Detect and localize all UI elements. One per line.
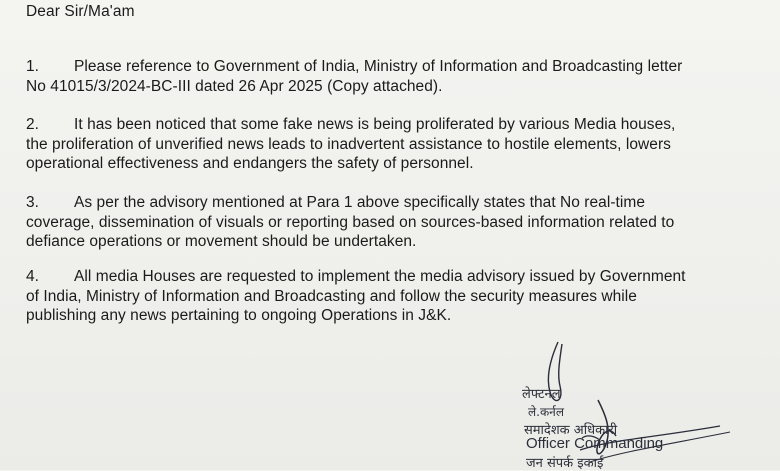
paragraph-3-line-3: defiance operations or movement should be undertaken. [26, 233, 417, 250]
paragraph-3-line-1: 3. As per the advisory mentioned at Para 1 above specifically states that No real-time [26, 194, 646, 211]
paragraph-1-number: 1. [26, 58, 40, 75]
signature-name: ले.कर्नल [528, 405, 564, 419]
signature-unit-hindi: जन संपर्क इकाई [526, 456, 604, 471]
salutation: Dear Sir/Ma'am [26, 3, 135, 20]
signature-designation-english: Officer Commanding [526, 435, 664, 452]
paragraph-4 [26, 267, 742, 326]
paragraph-4-line-3: publishing any news pertaining to ongoing Operations in J&K. [26, 307, 452, 324]
paragraph-2 [26, 115, 742, 174]
paragraph-1-line-1: 1. Please reference to Government of India, Ministry of Information and Broadcasting letter [26, 58, 683, 75]
paragraph-4-number: 4. [26, 268, 40, 285]
signature-designation-hindi: समादेशक अधिकारी [524, 423, 618, 438]
paragraph-4-line-1: 4. All media Houses are requested to implement the media advisory issued by Government [26, 268, 686, 285]
paragraph-3 [26, 193, 742, 252]
paragraph-2-line-3: operational effectiveness and endangers the safety of personnel. [26, 155, 474, 172]
signature-rank-hindi: लेफ्टनल [522, 387, 561, 402]
paragraph-2-line-2: the proliferation of unverified news leads to inadvertent assistance to hostile elements, lowers [26, 135, 671, 153]
signature-block [520, 340, 760, 470]
paragraph-3-number: 3. [26, 194, 40, 211]
paragraph-2-line-1: 2. It has been noticed that some fake news is being proliferated by various Media houses, [26, 116, 676, 133]
paragraph-2-number: 2. [26, 116, 40, 133]
paragraph-1-line-2: No 41015/3/2024-BC-III dated 26 Apr 2025 (Copy attached). [26, 77, 443, 95]
paragraph-1 [26, 57, 742, 96]
paragraph-3-line-2: coverage, dissemination of visuals or reporting based on sources-based information related to [26, 213, 675, 231]
paragraph-4-line-2: of India, Ministry of Information and Broadcasting and follow the security measures while [26, 287, 637, 305]
